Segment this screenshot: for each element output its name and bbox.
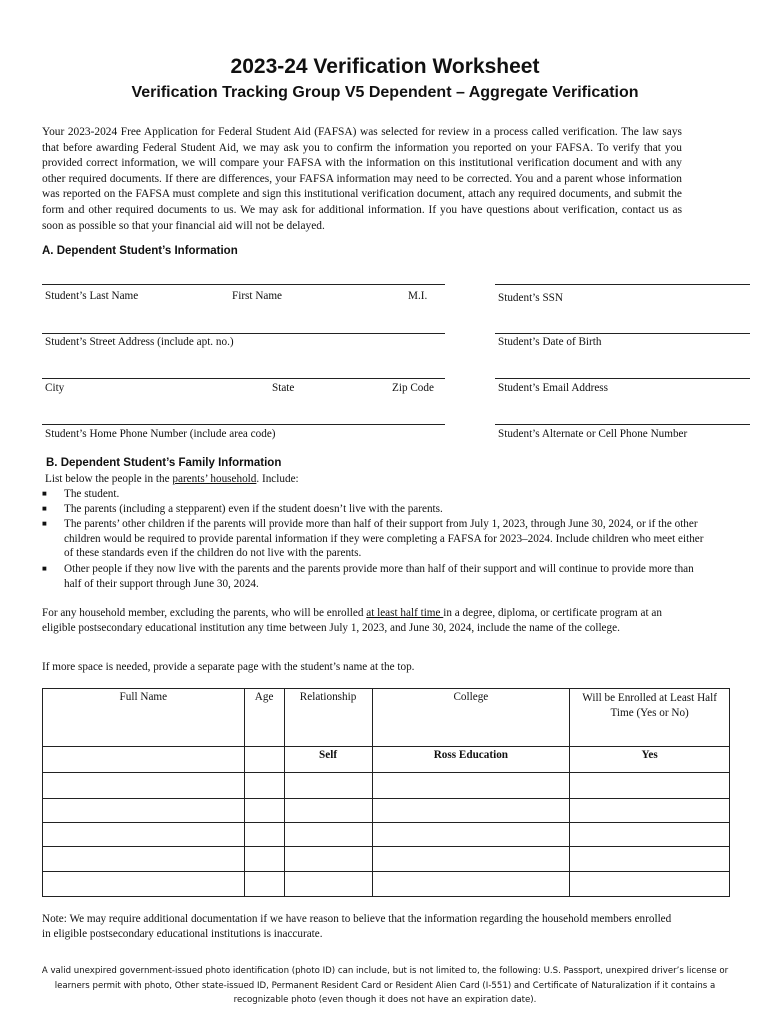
cell-age[interactable] (244, 747, 284, 773)
cell-age[interactable] (244, 773, 284, 799)
city-label: City (45, 382, 65, 394)
table-row (43, 799, 730, 823)
name-line[interactable] (42, 284, 445, 285)
header-enrolled: Will be Enrolled at Least Half Time (Yes or No) (570, 689, 730, 747)
cell-relationship[interactable]: Self (284, 747, 372, 773)
table-row (43, 847, 730, 872)
header-age: Age (244, 689, 284, 747)
cell-college[interactable] (372, 872, 570, 897)
table-row (43, 773, 730, 799)
cell-full-name[interactable] (43, 747, 245, 773)
section-a-heading: A. Dependent Student’s Information (42, 245, 238, 257)
dob-label: Student’s Date of Birth (498, 336, 602, 348)
page-title: 2023-24 Verification Worksheet (230, 55, 540, 78)
table-row (43, 747, 730, 773)
cell-college[interactable] (372, 799, 570, 823)
cell-enrolled[interactable] (570, 872, 730, 897)
header-relationship: Relationship (284, 689, 372, 747)
table-header-row (43, 689, 730, 747)
cell-enrolled[interactable] (570, 773, 730, 799)
email-label: Student’s Email Address (498, 382, 609, 394)
cell-full-name[interactable] (43, 773, 245, 799)
cell-relationship[interactable] (284, 799, 372, 823)
cell-full-name[interactable] (43, 847, 245, 872)
cell-enrolled[interactable] (570, 847, 730, 872)
half-time-paragraph: For any household member, excluding the parents, who will be enrolled at least half time in a degree, diploma, or certificate program at an eligible postsecondary educational institution any time between July 1, 2023, and June 30, 2024, include the name of the college. (42, 607, 662, 634)
street-line[interactable] (42, 333, 445, 334)
cell-relationship[interactable] (284, 773, 372, 799)
photo-id-footer: A valid unexpired government-issued photo identification (photo ID) can include, but is not limited to, the following: U.S. Passport, unexpired driver’s license or learners permit with photo, Other state-issued ID, Permanent Resident Card or Resident Alien Card (I-551) and Certificate of Naturalization if it contains a recognizable photo (even though it does not have an expiration date). (41, 966, 729, 1005)
cell-full-name[interactable] (43, 799, 245, 823)
cell-enrolled[interactable] (570, 823, 730, 847)
cell-age[interactable] (244, 799, 284, 823)
cell-college[interactable] (372, 823, 570, 847)
cell-full-name[interactable] (43, 872, 245, 897)
documentation-note: Note: We may require additional documentation if we have reason to believe that the information regarding the household members enrolled in eligible postsecondary educational institutions is inaccurate. (42, 913, 672, 940)
parents-household-link: parents’ household (172, 473, 257, 485)
cell-enrolled[interactable] (570, 799, 730, 823)
first-name-label: First Name (232, 290, 283, 302)
email-line[interactable] (495, 378, 750, 379)
zip-label: Zip Code (392, 382, 434, 394)
table-row (43, 872, 730, 897)
half-time-link: at least half time (366, 607, 444, 619)
dob-line[interactable] (495, 333, 750, 334)
cell-age[interactable] (244, 847, 284, 872)
state-label: State (272, 382, 295, 394)
ssn-label: Student’s SSN (498, 292, 563, 304)
cell-relationship[interactable] (284, 823, 372, 847)
page-subtitle: Verification Tracking Group V5 Dependent – Aggregate Verification (131, 84, 639, 101)
more-space-note: If more space is needed, provide a separate page with the student’s name at the top. (42, 661, 415, 673)
cell-college[interactable] (372, 773, 570, 799)
alt-phone-line[interactable] (495, 424, 750, 425)
street-label: Student’s Street Address (include apt. no.) (45, 336, 234, 348)
mi-label: M.I. (408, 290, 428, 302)
city-line[interactable] (42, 378, 445, 379)
cell-college[interactable] (372, 847, 570, 872)
table-row (43, 823, 730, 847)
cell-age[interactable] (244, 823, 284, 847)
cell-age[interactable] (244, 872, 284, 897)
cell-college[interactable]: Ross Education (372, 747, 570, 773)
home-phone-label: Student’s Home Phone Number (include area code) (45, 428, 276, 440)
cell-enrolled[interactable]: Yes (570, 747, 730, 773)
header-full-name: Full Name (43, 689, 245, 747)
header-college: College (372, 689, 570, 747)
intro-paragraph: Your 2023-2024 Free Application for Federal Student Aid (FAFSA) was selected for review in a process called verification. The law says that before awarding Federal Student Aid, we may ask you to confirm the information you reported on your FAFSA. To verify that you provided correct information, we will compare your FAFSA with the information on this institutional verification document and with any other required documents. If there are differences, your FAFSA information may need to be corrected. You and a parent whose information was reported on the FAFSA must complete and sign this institutional verification document, attach any required documents, and submit the form and other required documents to us. We may ask for additional information. If you have questions about verification, contact us as soon as possible so that your financial aid will not be delayed. (42, 126, 682, 232)
household-table (42, 688, 730, 897)
home-phone-line[interactable] (42, 424, 445, 425)
list-intro: List below the people in the parents’ household. Include: (45, 473, 299, 485)
cell-relationship[interactable] (284, 872, 372, 897)
ssn-line[interactable] (495, 284, 750, 285)
section-b-heading: B. Dependent Student’s Family Information (46, 457, 282, 469)
last-name-label: Student’s Last Name (45, 290, 139, 302)
cell-relationship[interactable] (284, 847, 372, 872)
alt-phone-label: Student’s Alternate or Cell Phone Number (498, 428, 688, 440)
cell-full-name[interactable] (43, 823, 245, 847)
